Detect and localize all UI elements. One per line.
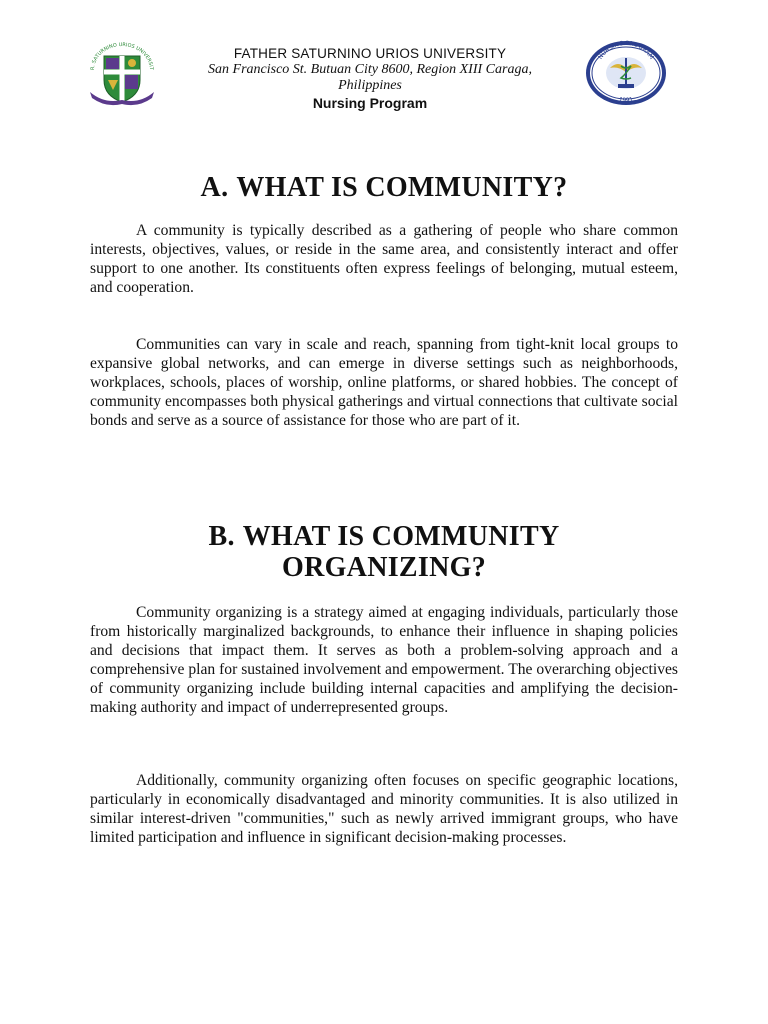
section-b-paragraph-2: Additionally, community organizing often focuses on specific geographic locations, particularly in economically disadvantaged and minority communities. It is also utilized in similar interest-driven "communities," such as newly arrived immigrant groups, who have limited participation and influence in significant decision-making processes. xyxy=(90,772,678,846)
header-text xyxy=(160,46,580,112)
university-address-line1: San Francisco St. Butuan City 8600, Region XIII Caraga, xyxy=(208,62,532,77)
section-a-paragraph-2: Communities can vary in scale and reach, spanning from tight-knit local groups to expansive global networks, and can emerge in diverse settings such as neighborhoods, workplaces, schools, places of worship, online platforms, or shared hobbies. The concept of community encompasses both physical gatherings and virtual connections that cultivate social bonds and serve as a source of assistance for those who are part of it. xyxy=(90,336,678,429)
university-seal-icon xyxy=(86,40,158,108)
nursing-seal-text: NURSING PROGRAM xyxy=(597,40,655,61)
section-b-title-line1: WHAT IS COMMUNITY xyxy=(242,521,560,552)
section-b-paragraph-1: Community organizing is a strategy aimed at engaging individuals, particularly those from historically marginalized backgrounds, to enhance their influence in shaping policies and decisions that impact them. It serves as both a problem-solving approach and a comprehensive plan for sustained involvement and empowerment. The overarching objectives of community organizing include building internal capacities and amplifying the decision-making authority and impact of underrepresented groups. xyxy=(90,604,678,716)
document-header xyxy=(0,0,768,120)
section-a-title-text: WHAT IS COMMUNITY? xyxy=(236,172,568,203)
university-seal-text: R. SATURNINO URIOS UNIVERSIT xyxy=(89,41,155,71)
section-a-number: A. xyxy=(200,172,229,203)
section-b-title-line2: ORGANIZING? xyxy=(282,552,486,583)
university-address-line2: Philippines xyxy=(338,78,402,93)
program-name: Nursing Program xyxy=(312,95,428,111)
nursing-program-seal-icon xyxy=(584,40,668,106)
university-name: FATHER SATURNINO URIOS UNIVERSITY xyxy=(233,46,507,61)
section-a-paragraph-1: A community is typically described as a gathering of people who share common interests, objectives, values, or reside in the same area, and consistently interact and offer support to one another. Its constituents often express feelings of belonging, mutual esteem, and cooperation. xyxy=(90,222,678,296)
section-b-title xyxy=(90,521,678,583)
section-b-number: B. xyxy=(208,521,235,552)
nursing-seal-year: 1991 xyxy=(618,96,634,105)
section-a-title xyxy=(90,172,678,203)
